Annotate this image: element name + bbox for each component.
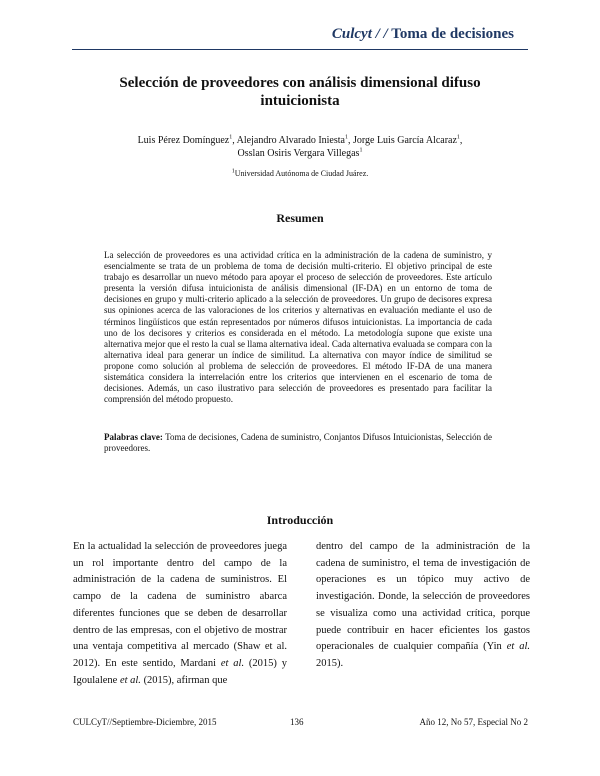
introduction-heading: Introducción [266,513,334,527]
author-list: Luis Pérez Domínguez$^1$, Alejandro Alvarado Iniesta$^1$, Jorge Luis García Alcaraz$^1$, Osslan Osiris Vergara Villegas$^1$ [137,134,463,159]
author-affil-mark: 1 [359,147,363,154]
intro-column-left: En la actualidad la selección de proveedores juega un rol importante dentro del campo de la administración de la cadena de suministros. El campo de la cadena de suministro abarca diferentes funciones que se deben de desarrollar dentro de las empresas, con el objetivo de mostrar una ventaja competitiva al mercado (Shaw et al. 2012). En este sentido, Mardani et al. (2015) y Igoulalene et al. (2015), afirman que [73,541,288,686]
journal-name: Culcyt [331,26,372,42]
footer-volume: Año 12, No 57, Especial No 2 [419,717,528,727]
running-header [332,26,514,43]
author-affil-mark: 1 [456,134,460,141]
author-affil-mark: 1 [344,134,348,141]
page-number: 136 [290,717,304,727]
author-name: Osslan Osiris Vergara Villegas [237,148,360,159]
author-name: Alejandro Alvarado Iniesta [236,135,345,146]
affiliation [100,169,500,178]
abstract-heading: Resumen [276,211,324,225]
keywords-label: Palabras clave: [104,432,163,442]
author-name: Jorge Luis García Alcaraz [352,135,457,146]
affiliation-text: Universidad Autónoma de Ciudad Juárez. [234,169,369,178]
affiliation-mark: 1 [231,168,235,175]
author-name: Luis Pérez Domínguez [137,135,230,146]
keywords-text: Toma de decisiones, Cadena de suministro, Conjantos Difusos Intuicionistas, Selección de proveedores. [104,432,492,454]
footer-journal-issue: CULCyT//Septiembre-Diciembre, 2015 [73,717,217,727]
author-affil-mark: 1 [229,134,233,141]
header-separator: / / [375,26,388,42]
abstract-body: La selección de proveedores es una actividad crítica en la administración de la cadena de suministro, y esencialmente se trata de un problema de toma de decisión multi-criterio. El objetivo principal de este trabajo es desarrollar un nuevo método para apoyar el proceso de selección de proveedores. Este artículo presenta la versión difusa intuicionista de análisis dimensional (IF-DA) en un entorno de toma de decisiones en grupo y multi-criterio aplicado a la selección de proveedores. Un grupo de decisores expresa sus opiniones acerca de las valoraciones de los criterios y alternativas en evaluación mediante el uso de términos lingüísticos que están representados por números difusos intuicionistas. La importancia de cada uno de los decisores y criterios es considerada en el método. La metodología supone que existe una alternativa mejor que el resto la cual se llama alternativa ideal. Cada alternativa evaluada se compara con la alternativa ideal para generar un índice de similitud. La alternativa con mayor índice de similitud se propone como solución al problema de selección de proveedores. El método IF-DA de una manera sistemática considera la interrelación entre los criterios que intervienen en el escenario de toma de decisiones. Además, un caso ilustrativo para selección de proveedores es presentado para facilitar la comprensión del método propuesto. [104,250,492,405]
header-rule [72,49,528,50]
section-name: Toma de decisiones [391,26,514,42]
paper-title: Selección de proveedores con análisis dimensional difuso intuicionista [119,75,481,109]
keywords [104,432,492,454]
intro-column-right: dentro del campo de la administración de la cadena de suministro, el tema de investigación de operaciones es un tópico muy activo de investigación. Donde, la selección de proveedores se visualiza como una actividad crítica, porque puede contribuir en hacer eficientes los gastos operacionales de cualquier compañía (Yin et al. 2015). [316,541,530,669]
